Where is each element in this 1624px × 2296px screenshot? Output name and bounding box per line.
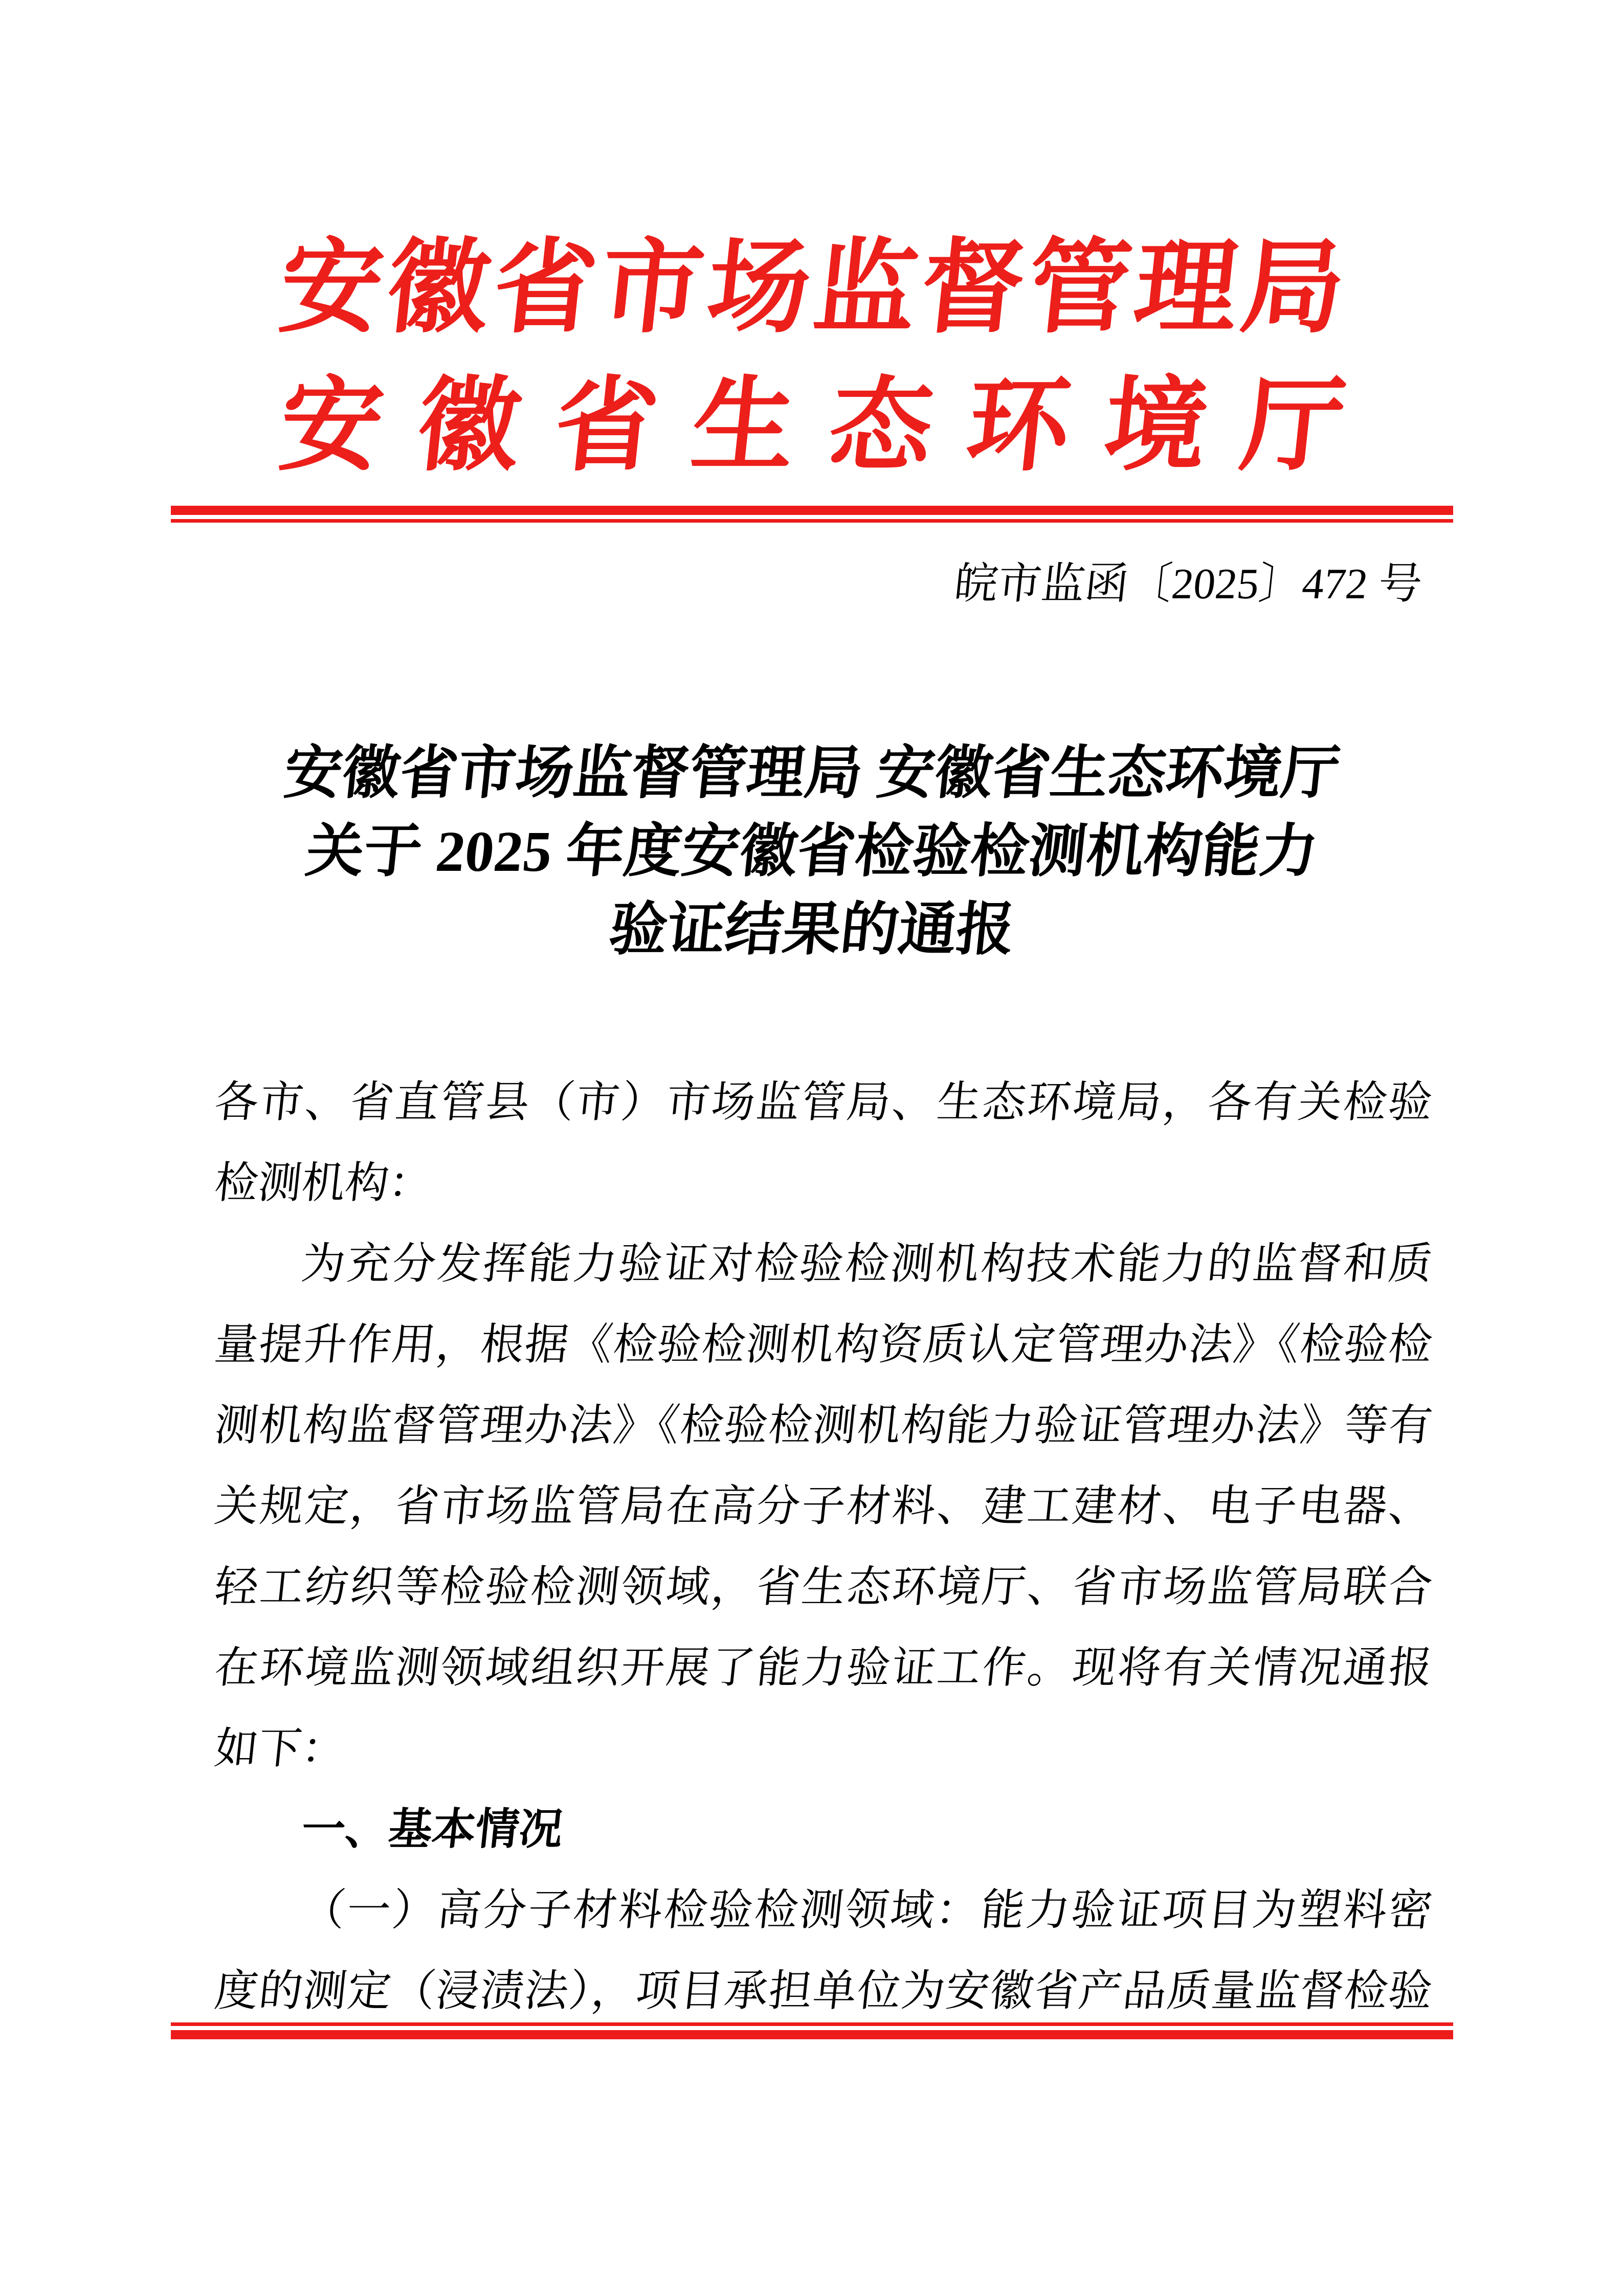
body-line: 度的测定（浸渍法），项目承担单位为安徽省产品质量监督检验 bbox=[212, 1967, 1435, 2015]
letterhead bbox=[0, 0, 1624, 496]
document-number: 皖市监函〔2025〕472 号 bbox=[952, 560, 1425, 608]
title-line-3: 验证结果的通报 bbox=[606, 898, 1018, 962]
org-name-line1: 安徽省市场监督管理局 bbox=[274, 232, 1350, 345]
document-title bbox=[0, 734, 1624, 969]
body-line: 关规定，省市场监管局在高分子材料、建工建材、电子电器、 bbox=[212, 1482, 1435, 1530]
title-line-1: 安徽省市场监督管理局 安徽省生态环境厅 bbox=[281, 741, 1343, 805]
document-body bbox=[212, 1062, 1435, 2032]
footer-divider bbox=[171, 2022, 1453, 2039]
section-heading: 一、基本情况 bbox=[299, 1805, 566, 1854]
body-line: 在环境监测领域组织开展了能力验证工作。现将有关情况通报 bbox=[212, 1644, 1435, 1692]
divider-thin-line bbox=[171, 519, 1453, 523]
body-line: 轻工纺织等检验检测领域，省生态环境厅、省市场监管局联合 bbox=[212, 1563, 1435, 1611]
body-line: 检测机构： bbox=[212, 1159, 435, 1207]
divider-thin-line bbox=[171, 2022, 1453, 2026]
title-line-2: 关于 2025 年度安徽省检验检测机构能力 bbox=[303, 820, 1321, 884]
header-divider bbox=[171, 506, 1453, 523]
org-name-line2: 安徽省生态环境厅 bbox=[274, 370, 1350, 483]
body-line: 如下： bbox=[212, 1725, 348, 1773]
body-line: 为充分发挥能力验证对检验检测机构技术能力的监督和质 bbox=[299, 1240, 1435, 1288]
divider-gap bbox=[171, 515, 1453, 519]
body-line: （一）高分子材料检验检测领域：能力验证项目为塑料密 bbox=[299, 1886, 1435, 1934]
divider-thick-bar bbox=[171, 506, 1453, 515]
divider-gap bbox=[171, 2026, 1453, 2030]
body-line: 各市、省直管县（市）市场监管局、生态环境局，各有关检验 bbox=[212, 1078, 1435, 1127]
body-line: 测机构监督管理办法》《检验检测机构能力验证管理办法》等有 bbox=[212, 1402, 1435, 1450]
body-line: 量提升作用，根据《检验检测机构资质认定管理办法》《检验检 bbox=[212, 1321, 1435, 1369]
divider-thick-bar bbox=[171, 2030, 1453, 2039]
